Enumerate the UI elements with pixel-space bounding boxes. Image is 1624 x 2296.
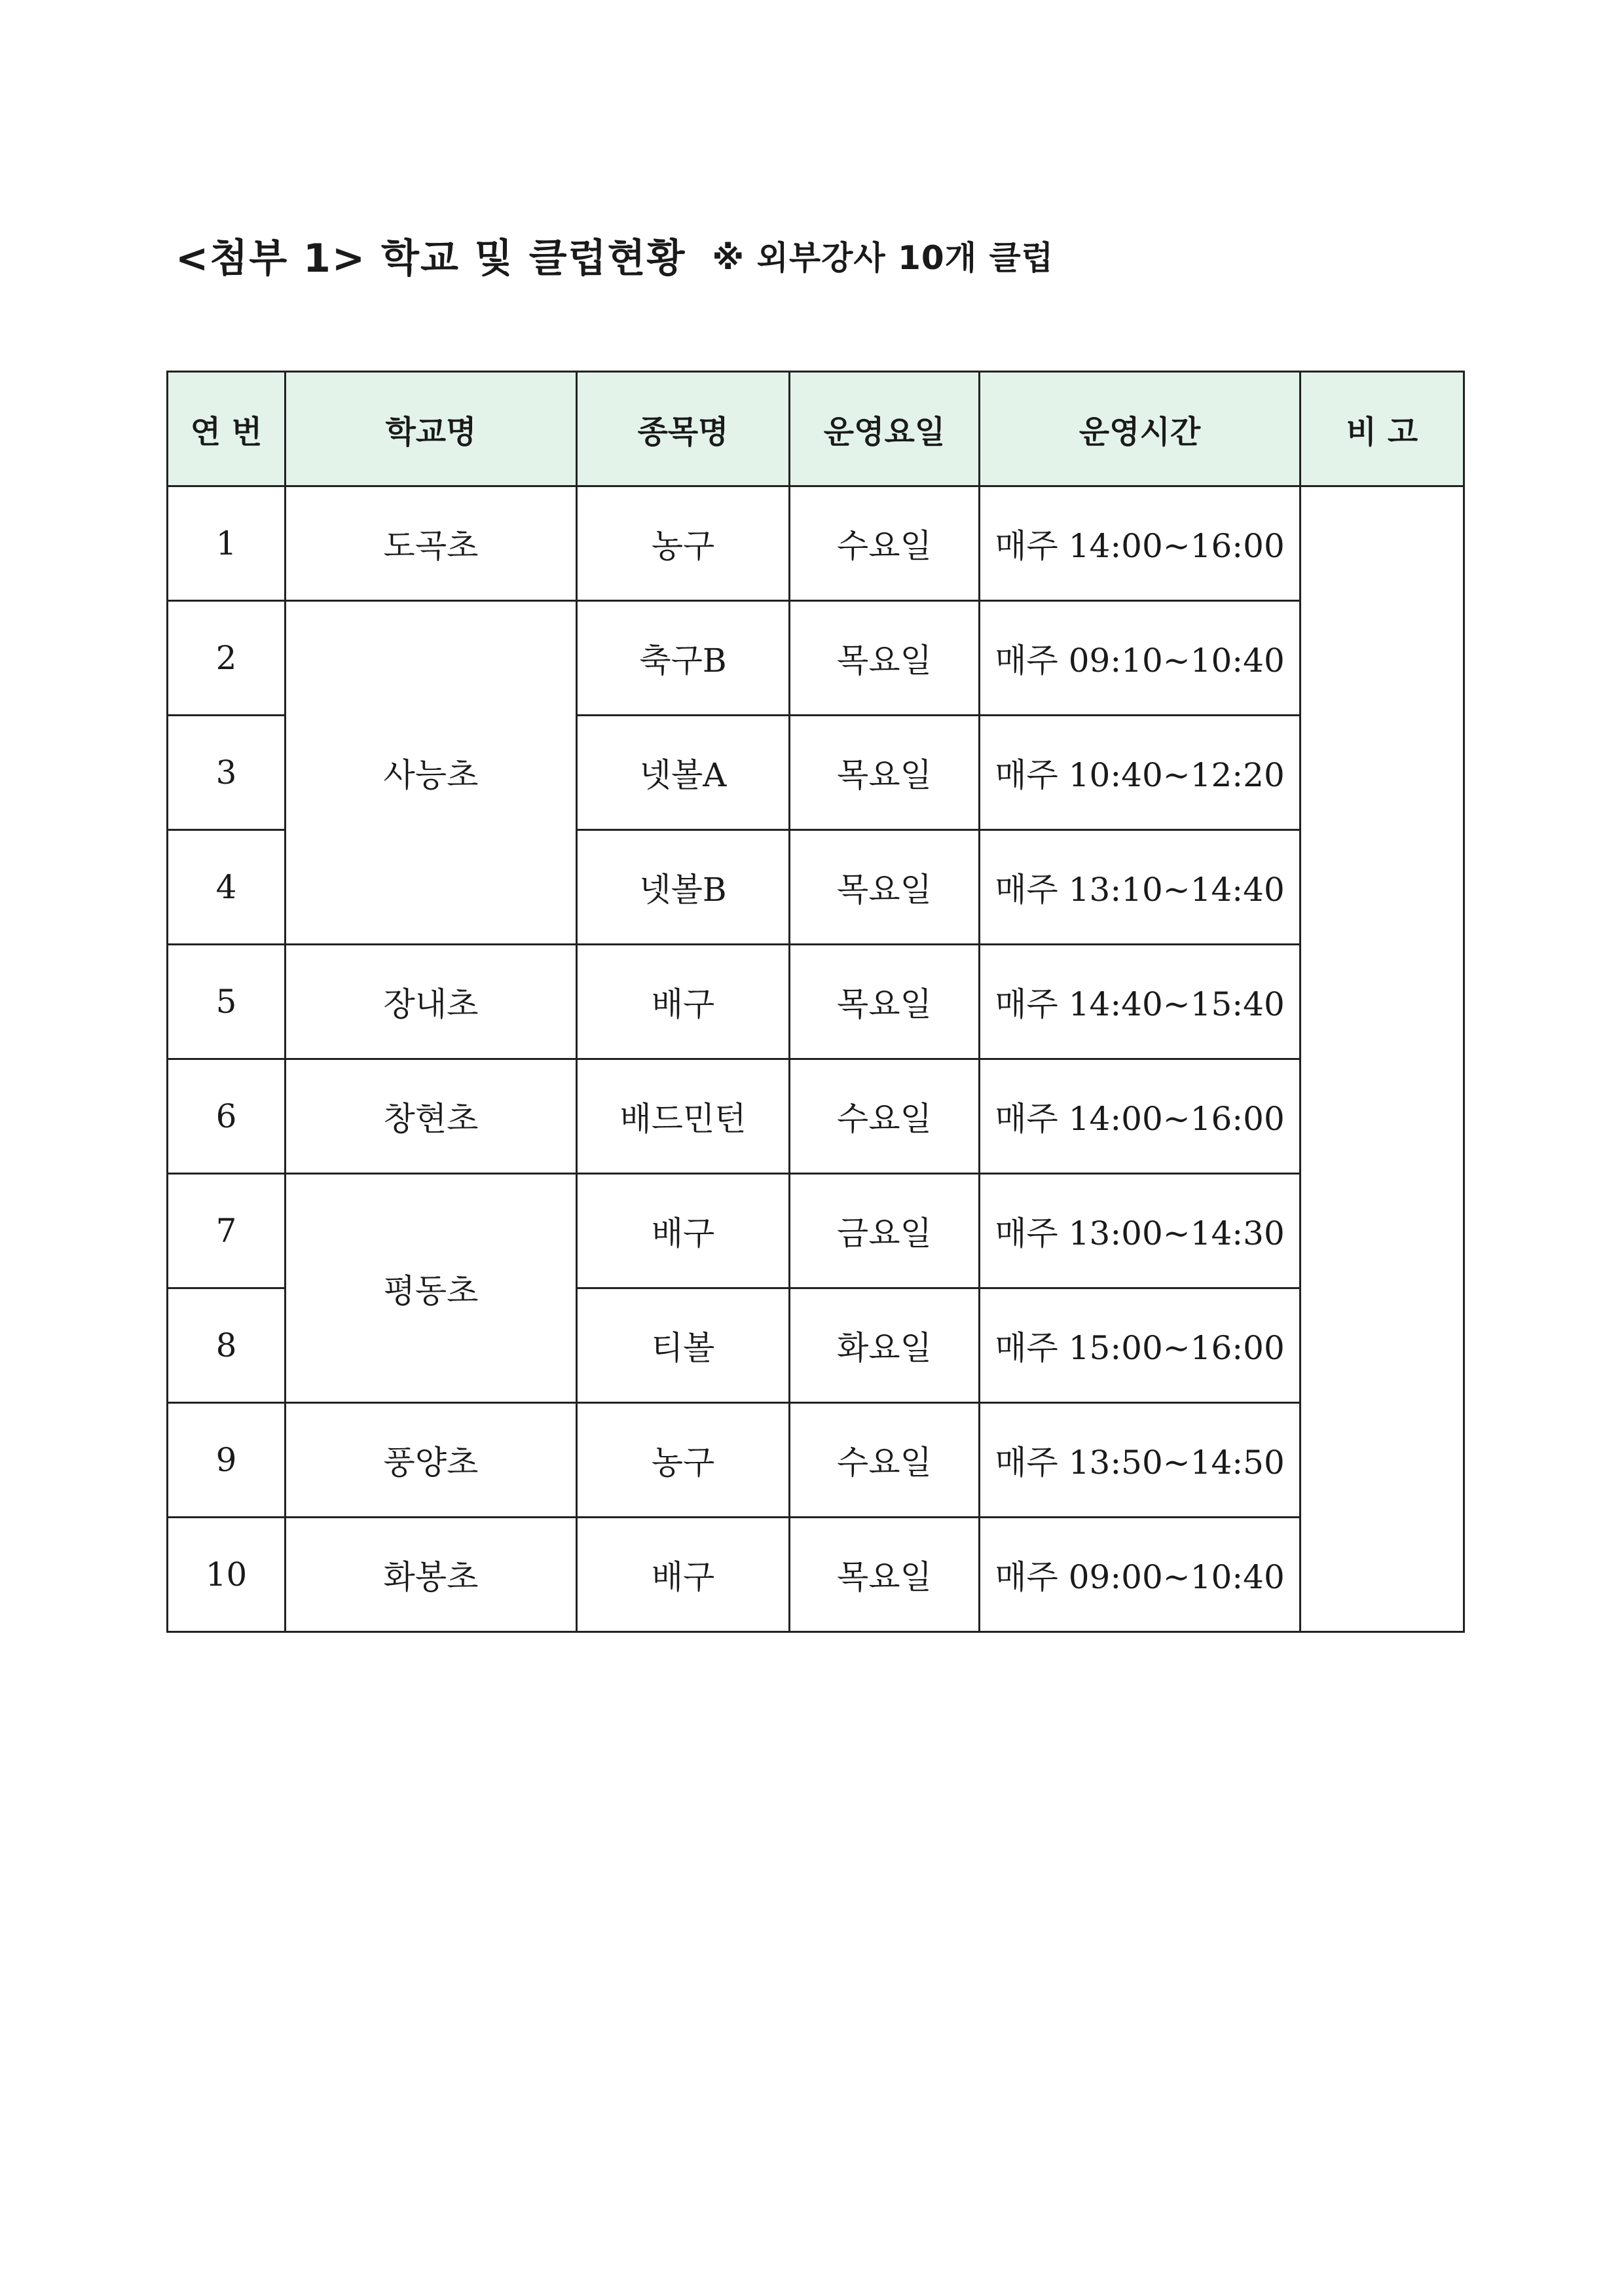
cell-sport: 배구 xyxy=(577,1174,790,1288)
cell-number: 2 xyxy=(168,601,286,716)
cell-number: 8 xyxy=(168,1288,286,1403)
cell-time: 매주 13:50~14:50 xyxy=(980,1403,1301,1518)
cell-sport: 넷볼A xyxy=(577,716,790,830)
cell-number: 5 xyxy=(168,945,286,1059)
table-row xyxy=(168,486,1464,601)
table-row xyxy=(168,1403,1464,1518)
table-row xyxy=(168,1518,1464,1632)
cell-number: 9 xyxy=(168,1403,286,1518)
cell-school: 풍양초 xyxy=(286,1403,577,1518)
cell-sport: 농구 xyxy=(577,1403,790,1518)
cell-school: 평동초 xyxy=(286,1174,577,1403)
cell-sport: 티볼 xyxy=(577,1288,790,1403)
cell-number: 4 xyxy=(168,830,286,945)
cell-number: 6 xyxy=(168,1059,286,1174)
cell-number: 3 xyxy=(168,716,286,830)
cell-sport: 배드민턴 xyxy=(577,1059,790,1174)
cell-sport: 농구 xyxy=(577,486,790,601)
cell-day: 금요일 xyxy=(790,1174,980,1288)
cell-number: 10 xyxy=(168,1518,286,1632)
cell-school: 장내초 xyxy=(286,945,577,1059)
table-row xyxy=(168,1059,1464,1174)
table-row xyxy=(168,945,1464,1059)
cell-time: 매주 14:00~16:00 xyxy=(980,486,1301,601)
cell-sport: 축구B xyxy=(577,601,790,716)
table-row xyxy=(168,1174,1464,1288)
header-number: 연 번 xyxy=(168,372,286,486)
cell-day: 수요일 xyxy=(790,1403,980,1518)
title-note: ※ 외부강사 10개 클럽 xyxy=(712,239,1054,277)
cell-time: 매주 13:00~14:30 xyxy=(980,1174,1301,1288)
cell-time: 매주 09:00~10:40 xyxy=(980,1518,1301,1632)
cell-day: 목요일 xyxy=(790,601,980,716)
cell-day: 목요일 xyxy=(790,1518,980,1632)
title-main: <첨부 1> 학교 및 클럽현황 xyxy=(175,236,686,282)
club-table xyxy=(166,371,1465,1633)
cell-time: 매주 14:00~16:00 xyxy=(980,1059,1301,1174)
cell-day: 수요일 xyxy=(790,486,980,601)
cell-day: 수요일 xyxy=(790,1059,980,1174)
cell-day: 목요일 xyxy=(790,830,980,945)
cell-school: 창현초 xyxy=(286,1059,577,1174)
cell-time: 매주 14:40~15:40 xyxy=(980,945,1301,1059)
cell-day: 목요일 xyxy=(790,716,980,830)
cell-sport: 넷볼B xyxy=(577,830,790,945)
cell-time: 매주 09:10~10:40 xyxy=(980,601,1301,716)
header-sport: 종목명 xyxy=(577,372,790,486)
cell-note xyxy=(1301,486,1464,1632)
cell-school: 화봉초 xyxy=(286,1518,577,1632)
cell-sport: 배구 xyxy=(577,1518,790,1632)
page-title xyxy=(175,226,1054,285)
header-time: 운영시간 xyxy=(980,372,1301,486)
table-header-row xyxy=(168,372,1464,486)
header-day: 운영요일 xyxy=(790,372,980,486)
header-note: 비 고 xyxy=(1301,372,1464,486)
cell-school: 사능초 xyxy=(286,601,577,945)
cell-sport: 배구 xyxy=(577,945,790,1059)
cell-day: 화요일 xyxy=(790,1288,980,1403)
cell-day: 목요일 xyxy=(790,945,980,1059)
cell-school: 도곡초 xyxy=(286,486,577,601)
cell-time: 매주 13:10~14:40 xyxy=(980,830,1301,945)
cell-time: 매주 10:40~12:20 xyxy=(980,716,1301,830)
cell-number: 1 xyxy=(168,486,286,601)
cell-time: 매주 15:00~16:00 xyxy=(980,1288,1301,1403)
table-row xyxy=(168,601,1464,716)
cell-number: 7 xyxy=(168,1174,286,1288)
header-school: 학교명 xyxy=(286,372,577,486)
